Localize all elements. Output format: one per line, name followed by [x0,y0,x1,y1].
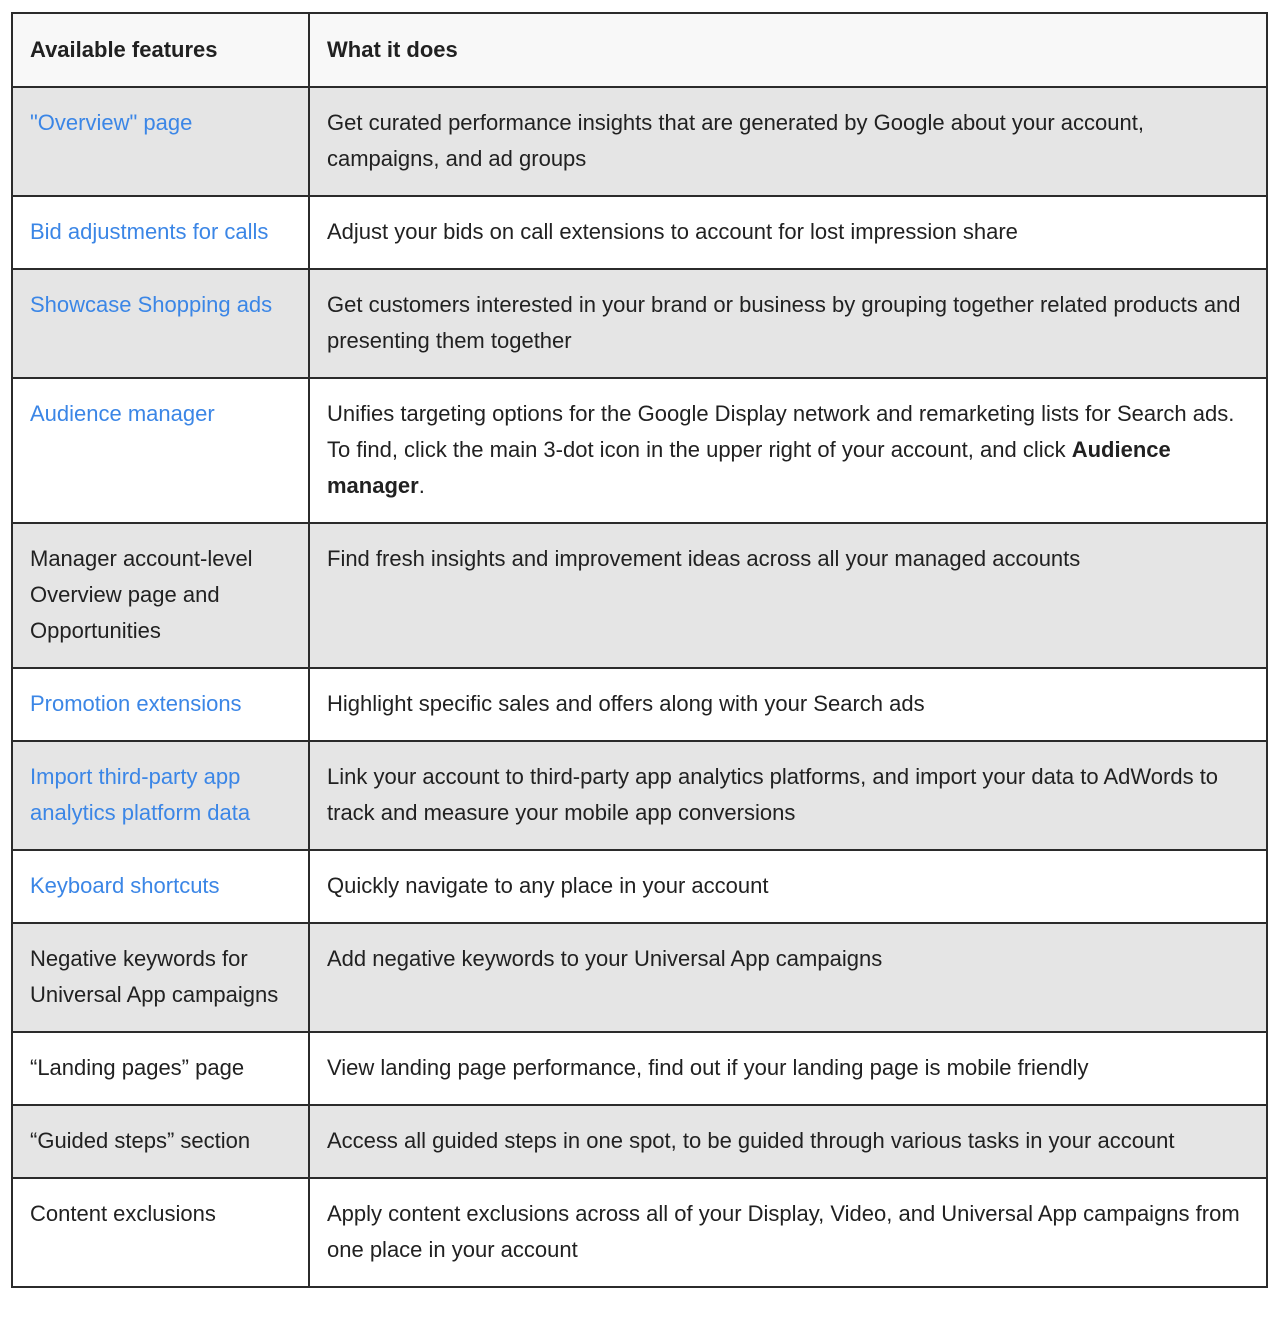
table-row [12,196,1267,269]
feature-text-content-exclusions: Content exclusions [30,1201,216,1226]
table-row [12,850,1267,923]
description-cell: Quickly navigate to any place in your account [309,850,1267,923]
feature-text-negative-keywords: Negative keywords for Universal App campaigns [30,946,279,1007]
table-row [12,378,1267,523]
feature-link-promotion-extensions[interactable]: Promotion extensions [30,691,242,716]
feature-cell [12,1178,309,1287]
feature-link-overview-page[interactable]: "Overview" page [30,110,193,135]
description-cell: Get customers interested in your brand or business by grouping together related products and presenting them together [309,269,1267,378]
table-header-row [12,13,1267,87]
description-cell: Highlight specific sales and offers along with your Search ads [309,668,1267,741]
table-row [12,1178,1267,1287]
description-cell: Apply content exclusions across all of your Display, Video, and Universal App campaigns from one place in your account [309,1178,1267,1287]
table-row [12,923,1267,1032]
feature-link-showcase-shopping-ads[interactable]: Showcase Shopping ads [30,292,273,317]
description-cell: Add negative keywords to your Universal App campaigns [309,923,1267,1032]
feature-link-keyboard-shortcuts[interactable]: Keyboard shortcuts [30,873,220,898]
feature-cell [12,923,309,1032]
feature-text-landing-pages: “Landing pages” page [30,1055,245,1080]
description-cell: View landing page performance, find out if your landing page is mobile friendly [309,1032,1267,1105]
feature-link-audience-manager[interactable]: Audience manager [30,401,215,426]
feature-link-bid-adjustments-for-calls[interactable]: Bid adjustments for calls [30,219,269,244]
description-bold-text: Audience manager [327,437,1171,498]
features-table [11,12,1268,1288]
description-text-end: . [418,473,425,498]
description-cell: Find fresh insights and improvement ideas across all your managed accounts [309,523,1267,668]
feature-cell [12,668,309,741]
feature-text-manager-overview: Manager account-level Overview page and Opportunities [30,546,253,643]
feature-cell [12,378,309,523]
feature-cell [12,269,309,378]
table-row [12,269,1267,378]
header-what-it-does: What it does [309,13,1267,87]
description-cell [309,378,1267,523]
feature-cell [12,741,309,850]
description-cell: Link your account to third-party app analytics platforms, and import your data to AdWords to track and measure your mobile app conversions [309,741,1267,850]
feature-cell [12,196,309,269]
description-text: Unifies targeting options for the Google Display network and remarketing lists for Search ads. To find, click the main 3-dot icon in the upper right of your account, and click [327,401,1235,462]
feature-cell [12,1032,309,1105]
feature-cell [12,1105,309,1178]
table-row [12,1105,1267,1178]
description-cell: Adjust your bids on call extensions to account for lost impression share [309,196,1267,269]
table-row [12,741,1267,850]
table-row [12,87,1267,196]
feature-cell [12,87,309,196]
feature-text-guided-steps: “Guided steps” section [30,1128,251,1153]
features-table-container [11,12,1266,1288]
feature-cell [12,523,309,668]
table-row [12,1032,1267,1105]
header-available-features: Available features [12,13,309,87]
feature-link-import-third-party-app-data[interactable]: Import third-party app analytics platform data [30,764,251,825]
description-cell: Access all guided steps in one spot, to be guided through various tasks in your account [309,1105,1267,1178]
description-cell: Get curated performance insights that are generated by Google about your account, campaigns, and ad groups [309,87,1267,196]
table-row [12,668,1267,741]
feature-cell [12,850,309,923]
table-row [12,523,1267,668]
